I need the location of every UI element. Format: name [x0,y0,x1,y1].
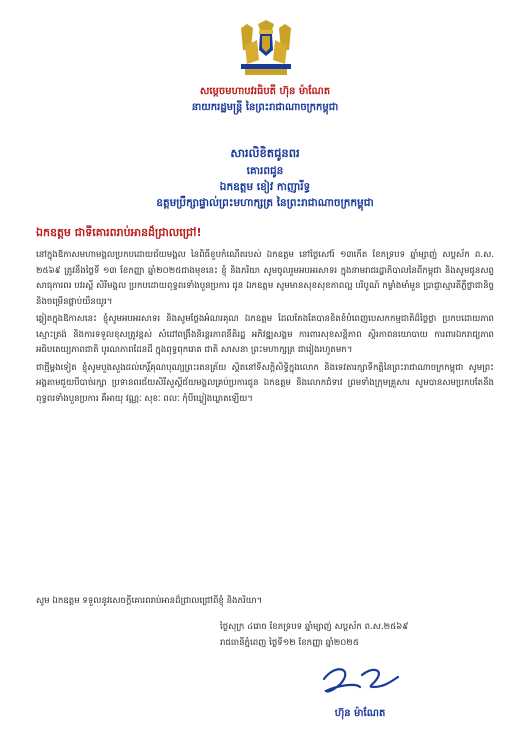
addressee-name: ឯកឧត្តម ខៀវ កាញារីទ្ធ [219,181,311,193]
solar-date: រាជធានីភ្នំពេញ ថ្ងៃទី១២ ខែកញ្ញា ឆ្នាំ២០២៥ [220,637,359,648]
issuer-name: សម្តេចមហាបវរធិបតី ហ៊ុន ម៉ាណែត [199,86,331,97]
addressee-intro: គោរពជូន [246,165,284,177]
lunar-date: ថ្ងៃសុក្រ ៤រោច ខែភទ្របទ ឆ្នាំម្សាញ់ សប្តស័ក ព.ស.២៥៦៩ [220,622,409,632]
letter-body [36,248,494,407]
issuer-header [0,84,530,116]
royal-emblem-icon [233,20,299,78]
addressee-title: ឧត្តមប្រឹក្សាផ្ទាល់ព្រះមហាក្សត្រ នៃព្រះរាជាណាចក្រកម្ពុជា [156,197,374,209]
body-paragraph-1: នៅក្នុងឱកាសមហាមង្គលប្រកបដោយជ័យមង្គល នៃពិធីខួបកំណើតរបស់ ឯកឧត្តម នៅថ្ងៃសៅរ៍ ១៣កើត ខែភទ្របទ ឆ្នាំម្សាញ់ សប្តស័ក ព.ស. ២៥៦៩ ត្រូវនឹងថ្ងៃទី ១៣ ខែកញ្ញា ឆ្នាំ២០២៥ជាងមុខនេះ ខ្ញុំ និងភរិយា សូមចូលរួមអបអរសាទរ ក្នុងនាមរាជរដ្ឋាភិបាលនៃពីកម្ពុជា និងសូមជូនសព្ទសាធុការពរ បវរស្តី សិរីមង្គល ប្រកបដោយពុទ្ធពរទាំងបួនប្រការ ជូន ឯកឧត្តម សូមមានសុខសុខភាពល្អ បរិបូណ៍ កម្លាំងមាំមួន ប្រាជ្ញាស្មារតីភ្លឺថ្លាជានិច្ច និងចម្រើនផ្គាប់យឺនយូរ។ [36,250,494,307]
letter-title-block [0,144,530,211]
body-paragraph-2: ឆ្លៀតក្នុងឱកាសនេះ ខ្ញុំសូមអបអរសាទរ និងសូមថ្លែងអំណរគុណ ឯកឧត្តម ដែលតែងតែបានខិតខំបំពេញបេសកកម្មជាតិដ៏ថ្លៃថ្លា ប្រកបដោយភាពស្មោះត្រង់ និងការទទួលខុសត្រូវខ្ពស់ សំដៅពង្រឹងនិរន្តរភាពនីតិរដ្ឋ អភិវឌ្ឍសង្គម ការពារសុខសន្តិភាព ស្ថិរភាពនយោបាយ ការពារឯករាជ្យភាព អធិបតេយ្យភាពជាតិ បូរណភាពដែនដី ក្នុងពុទ្ធពុករោត ជាតិ សាសនា ព្រះមហាក្សត្រ ជារៀងរហូតមក។ [36,314,494,355]
signer-name: ហ៊ុន ម៉ាណែត [334,708,386,719]
body-paragraph-3: ជាថ្មីម្តងទៀត ខ្ញុំសូមបួងសួងដល់កេរ្តិ៍គុណបុណ្យព្រះរតនត្រ័យ ស្ថិតនៅទីសក្តិសិទ្ធិក្នុងលោក និងទេវតារក្សាទីកត្ដិនៃព្រះរាជាណាចក្រកម្ពុជា សូមព្រះអង្គតាមជួយបីបាច់រក្សា ប្រទានពរជ័យសិរីសួស្តីជ័យមង្គលគ្រប់ប្រការជូន ឯកឧត្តម និងលោកជំទាវ ព្រមទាំងក្រុមគ្រួសារ សូមបានសមប្រកបតែនឹងពុទ្ធពរទាំងបួនប្រការ គឺអាយុ វណ្ណៈ សុខៈ ពលៈ កុំបីឃ្លៀងឃ្លាតឡើយ។ [36,362,494,404]
date-block [220,620,470,651]
closing-line: សូម ឯកឧត្តម ទទួលនូវសេចក្ដីគោរពរាប់អានដ៏ជ្រាលជ្រៅពីខ្ញុំ និងភរិយា។ [36,596,263,606]
salutation: ឯកឧត្តម ជាទីគោរពរាប់អានដ៏ជ្រាលជ្រៅ! [36,226,202,239]
letter-title: សារលិខិតជូនពរ [230,146,300,160]
handwritten-signature [316,661,406,701]
issuer-title: នាយករដ្ឋមន្ត្រី នៃព្រះរាជាណាចក្រកម្ពុជា [191,102,339,113]
